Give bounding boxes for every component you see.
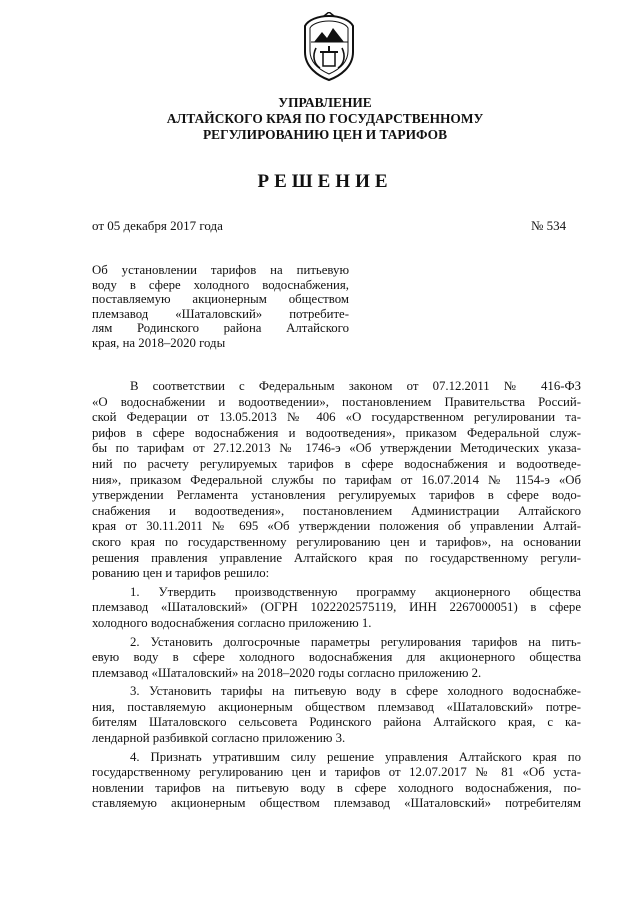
document-subject — [92, 263, 349, 351]
subject-line: лям Родинского района Алтайского — [92, 321, 349, 336]
coat-of-arms-emblem — [300, 12, 358, 82]
body-line: ния», приказом Федеральной службы по тарифам от 16.07.2014 № 1154-э «Об — [92, 472, 581, 487]
body-line: края от 30.11.2011 № 695 «Об утверждении положения об управлении Алтай- — [92, 519, 581, 534]
decision-item-4 — [92, 750, 581, 812]
subject-line: воду в сфере холодного водоснабжения, — [92, 277, 349, 292]
subject-line: поставляемую акционерным обществом — [92, 292, 349, 307]
document-type-title: РЕШЕНИЕ — [257, 171, 393, 192]
subject-line: края, на 2018–2020 годы — [92, 335, 226, 350]
body-line: снабжения и водоотведения», постановлением Администрации Алтайского — [92, 503, 581, 518]
decision-item-2 — [92, 635, 581, 682]
body-line: евую воду в сфере холодного водоснабжения для акционерного общества — [92, 650, 581, 665]
body-line: ской Федерации от 13.05.2013 № 406 «О государственном регулировании та- — [92, 410, 581, 425]
body-line: ского края по государственному регулированию цен и тарифов», на основании — [92, 534, 581, 549]
document-number: № 534 — [531, 218, 567, 233]
subject-line: племзавод «Шаталовский» потребите- — [92, 306, 349, 321]
body-line: рованию цен и тарифов решило: — [92, 566, 270, 581]
body-line: рифов в сфере водоснабжения и водоотведения», приказом Федеральной служ- — [92, 425, 581, 440]
body-line: В соответствии с Федеральным законом от 07.12.2011 № 416-ФЗ — [130, 379, 581, 393]
body-line: ния, поставляемую акционерным обществом племзавод «Шаталовский» потре- — [92, 699, 581, 714]
body-line: бы по тарифам от 27.12.2013 № 1746-э «Об утверждении Методических указа- — [92, 441, 581, 456]
authority-line-3: РЕГУЛИРОВАНИЮ ЦЕН И ТАРИФОВ — [202, 127, 448, 142]
body-line: ний по расчету регулируемых тарифов в сфере водоснабжения и водоотведе- — [92, 456, 581, 471]
decision-item-3 — [92, 684, 581, 746]
body-line: холодного водоснабжения согласно приложению 1. — [92, 615, 372, 630]
body-line: бителям Шаталовского сельсовета Родинского района Алтайского края, с ка- — [92, 715, 581, 730]
body-line: «О водоснабжении и водоотведении», постановлением Правительства Россий- — [92, 394, 581, 409]
body-line: 4. Признать утратившим силу решение управления Алтайского края по — [130, 749, 581, 764]
subject-line: Об установлении тарифов на питьевую — [92, 263, 349, 277]
body-line: ставляемую акционерным обществом племзавод «Шаталовский» потребителям — [92, 796, 581, 811]
body-line: племзавод «Шаталовский» (ОГРН 1022202575119, ИНН 2267000051) в сфере — [92, 600, 581, 615]
body-line: государственному регулированию цен и тарифов от 12.07.2017 № 81 «Об уста- — [92, 765, 581, 780]
decision-item-1 — [92, 585, 581, 632]
preamble-paragraph — [92, 379, 581, 582]
body-line: новлении тарифов на питьевую воду в сфере холодного водоснабжения, по- — [92, 780, 581, 795]
body-line: 2. Установить долгосрочные параметры регулирования тарифов на пить- — [130, 634, 581, 649]
authority-line-1: УПРАВЛЕНИЕ — [278, 95, 372, 110]
authority-line-2: АЛТАЙСКОГО КРАЯ ПО ГОСУДАРСТВЕННОМУ — [166, 111, 484, 126]
document-date: от 05 декабря 2017 года — [92, 218, 223, 233]
body-line: 1. Утвердить производственную программу акционерного общества — [130, 584, 581, 599]
body-line: 3. Установить тарифы на питьевую воду в сфере холодного водоснабже- — [130, 684, 581, 699]
body-line: решения правления управление Алтайского края по государственному регули- — [92, 550, 581, 565]
body-line: лендарной разбивкой согласно приложению 3. — [92, 731, 346, 746]
document-body — [92, 379, 581, 812]
issuing-authority — [60, 95, 590, 143]
body-line: утверждении Регламента установления регулируемых тарифов в сфере водо- — [92, 488, 581, 503]
body-line: племзавод «Шаталовский» на 2018–2020 годы согласно приложению 2. — [92, 665, 482, 680]
